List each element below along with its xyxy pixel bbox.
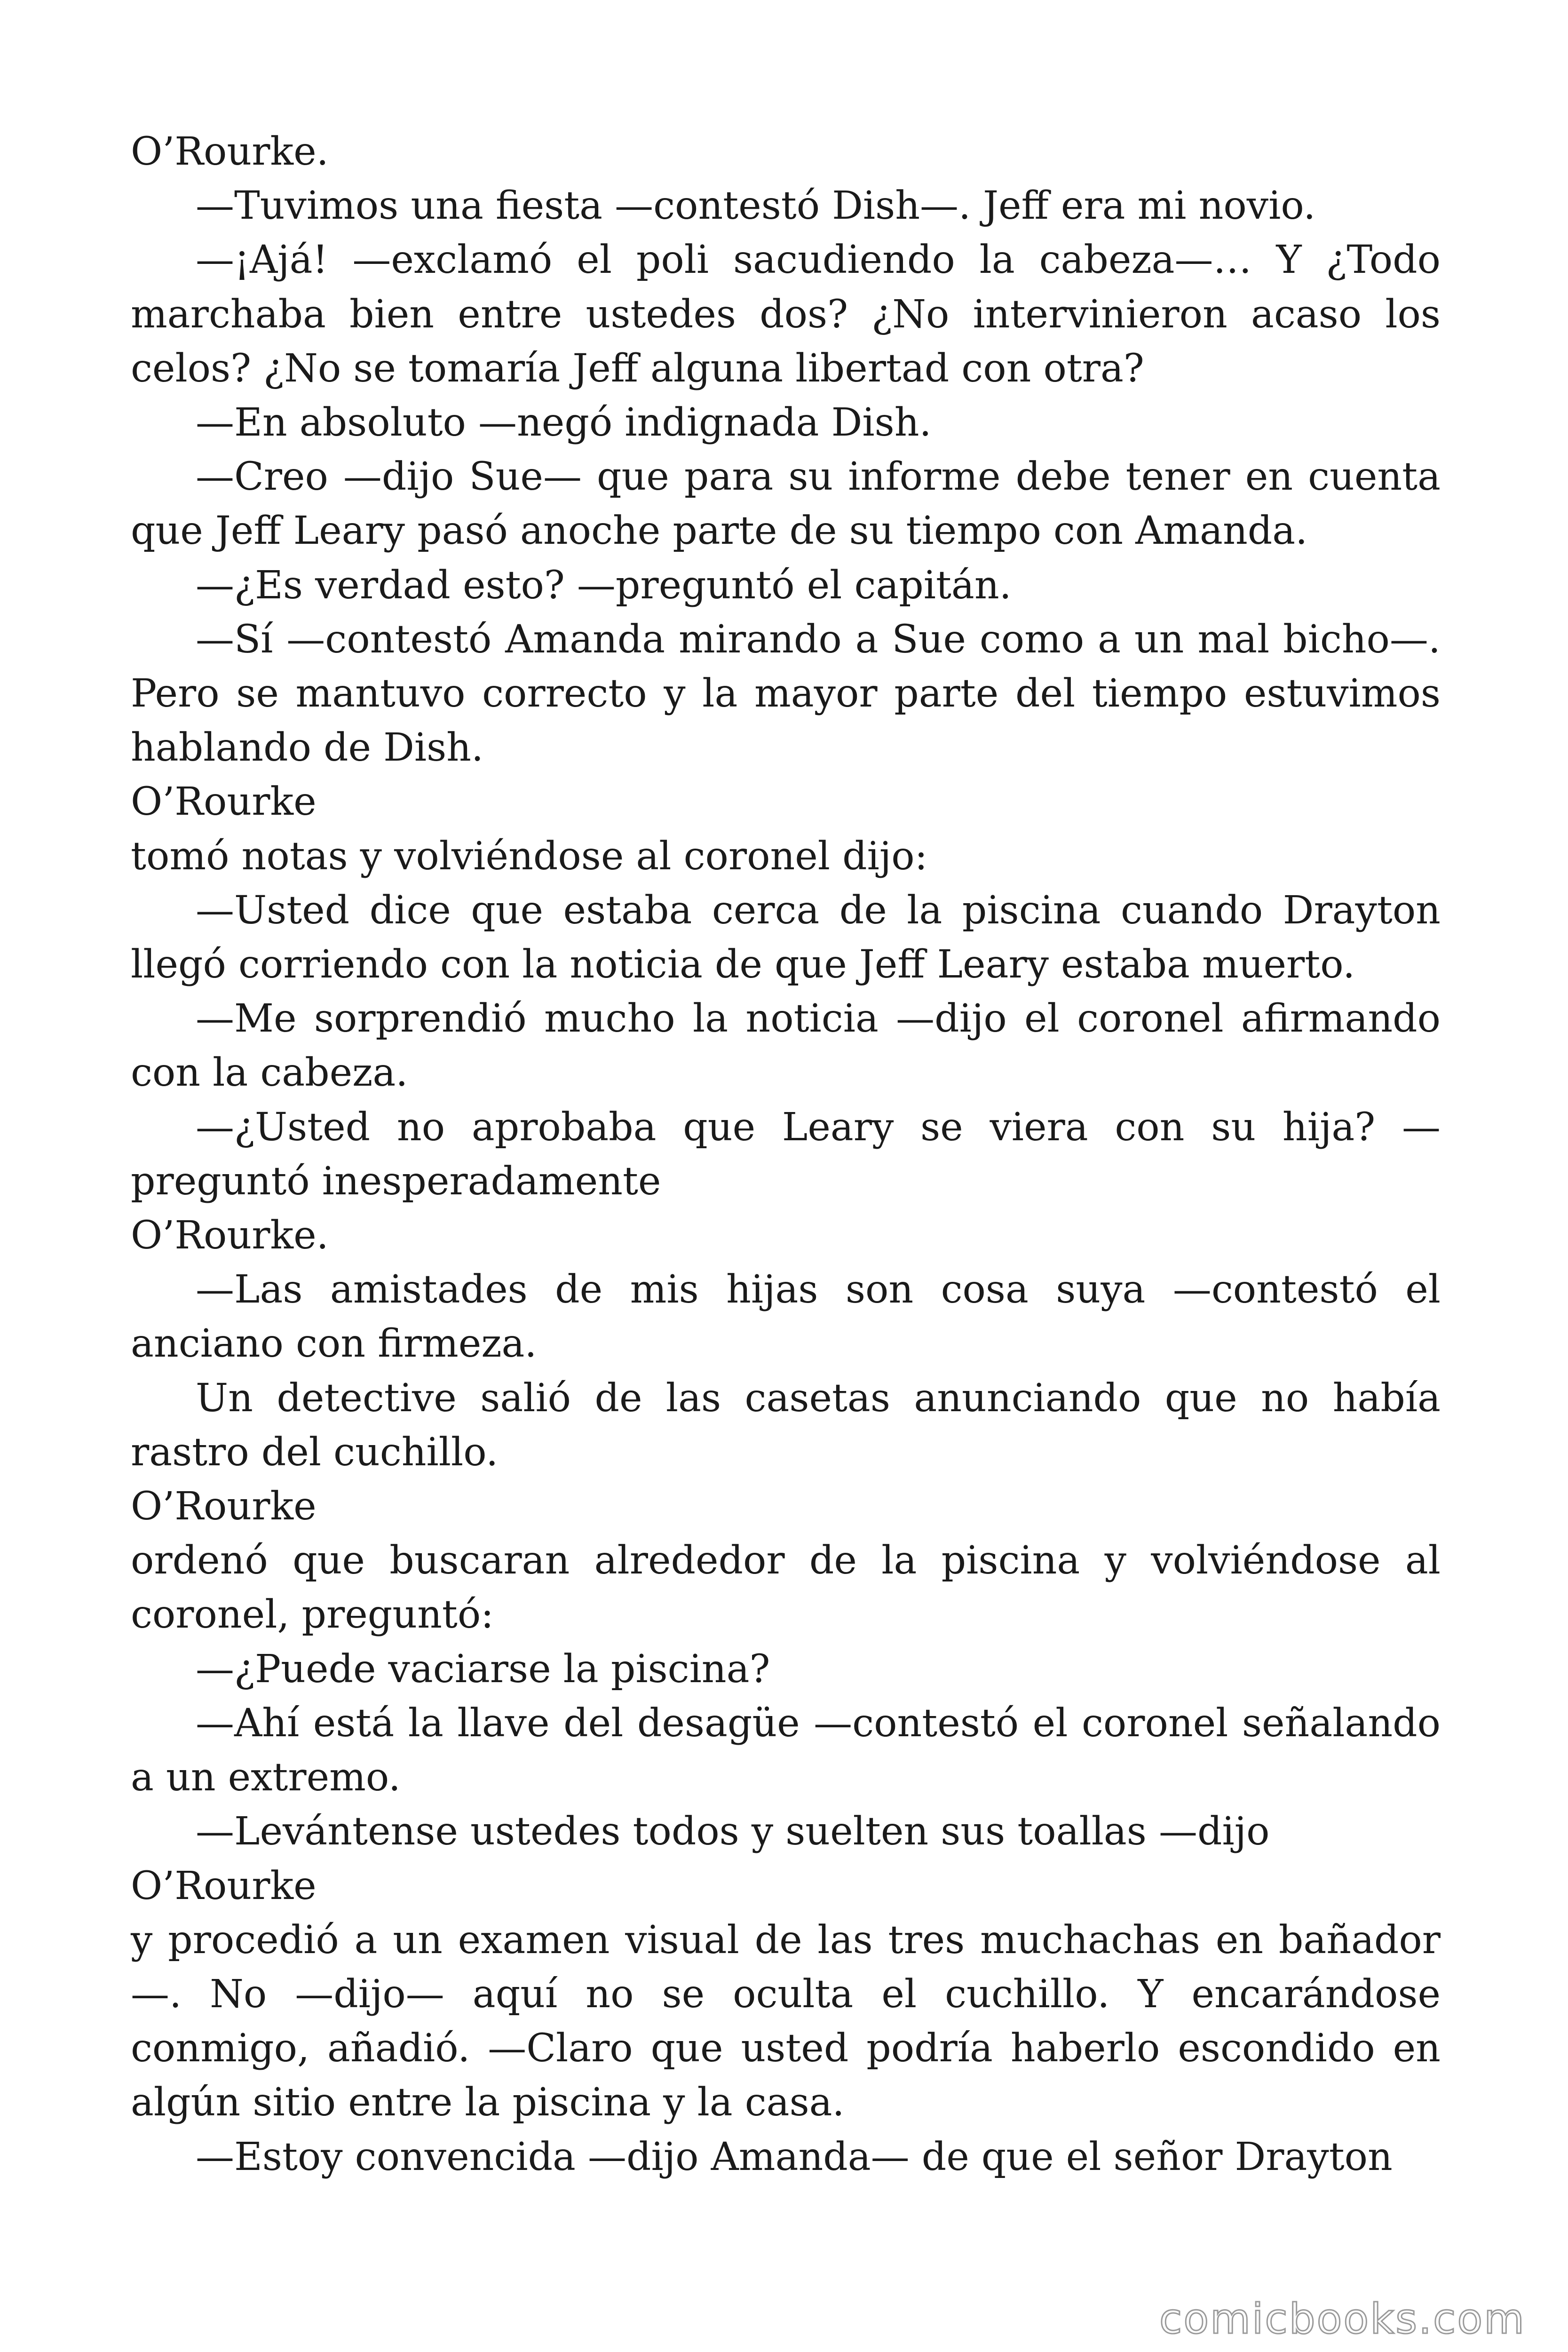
site-watermark: comicbooks.com xyxy=(1159,2295,1526,2343)
paragraph: —Creo —dijo Sue— que para su informe debe tener en cuenta que Jeff Leary pasó anoche parte de su tiempo con Amanda. xyxy=(131,454,1441,554)
paragraph: —¡Ajá! —exclamó el poli sacudiendo la cabeza—… Y ¿Todo marchaba bien entre ustedes dos? ¿No intervinieron acaso los celos? ¿No se tomaría Jeff alguna libertad con otra? xyxy=(131,238,1441,391)
paragraph: tomó notas y volviéndose al coronel dijo: xyxy=(131,834,928,879)
page-body-text xyxy=(131,125,1441,2184)
paragraph: —Levántense ustedes todos y suelten sus toallas —dijo xyxy=(196,1809,1270,1854)
paragraph: y procedió a un examen visual de las tres muchachas en bañador—. No —dijo— aquí no se oculta el cuchillo. Y encarándose conmigo, añadió. —Claro que usted podría haberlo escondido en algún sitio entre la piscina y la casa. xyxy=(131,1917,1441,2125)
paragraph: —En absoluto —negó indignada Dish. xyxy=(196,400,932,445)
paragraph: —Estoy convencida —dijo Amanda— de que el señor Drayton xyxy=(196,2134,1393,2179)
paragraph: ordenó que buscaran alrededor de la piscina y volviéndose al coronel, preguntó: xyxy=(131,1538,1441,1637)
paragraph: Un detective salió de las casetas anunciando que no había rastro del cuchillo. xyxy=(131,1375,1441,1475)
paragraph: —Me sorprendió mucho la noticia —dijo el coronel afirmando con la cabeza. xyxy=(131,996,1441,1096)
paragraph: —Ahí está la llave del desagüe —contestó el coronel señalando a un extremo. xyxy=(131,1700,1441,1800)
paragraph: —Las amistades de mis hijas son cosa suya —contestó el anciano con firmeza. xyxy=(131,1267,1441,1367)
paragraph: —Usted dice que estaba cerca de la piscina cuando Drayton llegó corriendo con la noticia de que Jeff Leary estaba muerto. xyxy=(131,888,1441,987)
paragraph: —¿Puede vaciarse la piscina? xyxy=(196,1646,770,1692)
paragraph: —¿Usted no aprobaba que Leary se viera con su hija? —preguntó inesperadamente xyxy=(131,1104,1441,1204)
paragraph: O’Rourke xyxy=(131,1484,317,1529)
paragraph: —Tuvimos una fiesta —contestó Dish—. Jeff era mi novio. xyxy=(196,183,1316,229)
paragraph: O’Rourke. xyxy=(131,129,329,174)
paragraph: O’Rourke xyxy=(131,779,317,825)
paragraph: —Sí —contestó Amanda mirando a Sue como a un mal bicho—. Pero se mantuvo correcto y la mayor parte del tiempo estuvimos hablando de Dish. xyxy=(131,617,1441,771)
paragraph: O’Rourke. xyxy=(131,1213,329,1258)
paragraph: O’Rourke xyxy=(131,1863,317,1908)
paragraph: —¿Es verdad esto? —preguntó el capitán. xyxy=(196,563,1012,608)
